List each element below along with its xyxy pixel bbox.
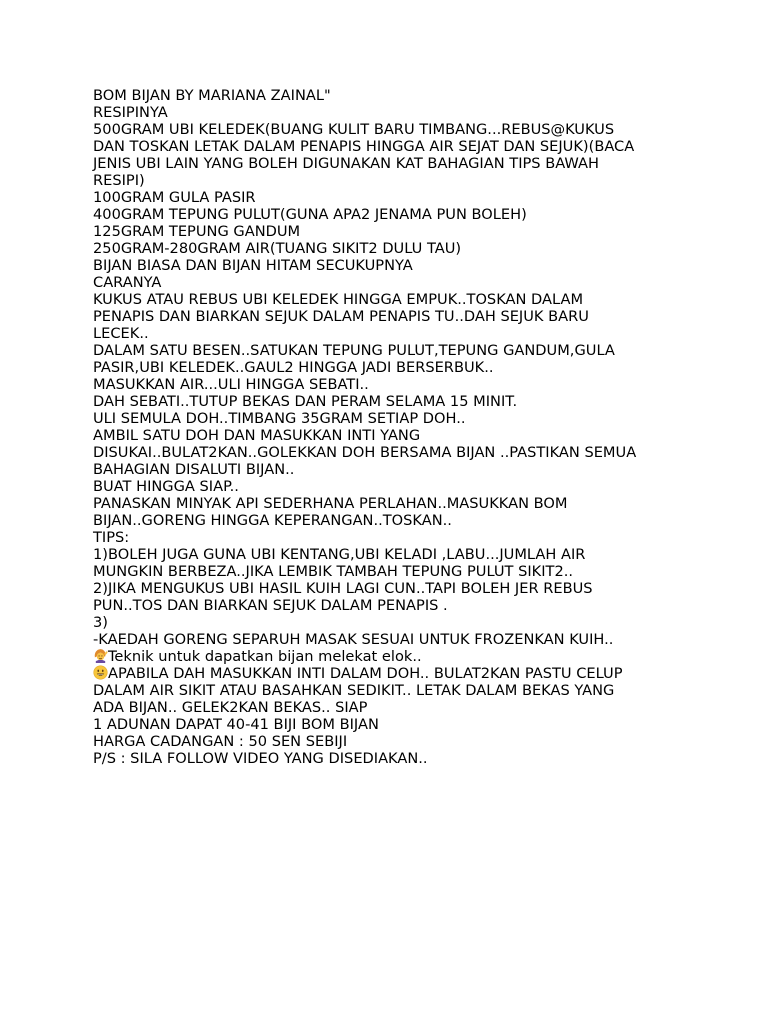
text-line: 1)BOLEH JUGA GUNA UBI KENTANG,UBI KELADI ,LABU...JUMLAH AIR xyxy=(93,546,586,563)
text-line: BOM BIJAN BY MARIANA ZAINAL" xyxy=(93,87,331,104)
text-line: 400GRAM TEPUNG PULUT(GUNA APA2 JENAMA PUN BOLEH) xyxy=(93,206,527,223)
text-line: KUKUS ATAU REBUS UBI KELEDEK HINGGA EMPUK..TOSKAN DALAM xyxy=(93,291,584,308)
text-line: 2)JIKA MENGUKUS UBI HASIL KUIH LAGI CUN..TAPI BOLEH JER REBUS xyxy=(93,580,593,597)
text-line: JENIS UBI LAIN YANG BOLEH DIGUNAKAN KAT BAHAGIAN TIPS BAWAH xyxy=(93,155,599,172)
text-line: MASUKKAN AIR...ULI HINGGA SEBATI.. xyxy=(93,376,369,393)
text-line: MUNGKIN BERBEZA..JIKA LEMBIK TAMBAH TEPUNG PULUT SIKIT2.. xyxy=(93,563,574,580)
text-line: 500GRAM UBI KELEDEK(BUANG KULIT BARU TIMBANG...REBUS@KUKUS xyxy=(93,121,615,138)
text-line: BIJAN BIASA DAN BIJAN HITAM SECUKUPNYA xyxy=(93,257,413,274)
smile-line-text: APABILA DAH MASUKKAN INTI DALAM DOH.. BULAT2KAN PASTU CELUP xyxy=(108,665,623,682)
text-line: RESIPINYA xyxy=(93,104,168,121)
text-line: 1 ADUNAN DAPAT 40-41 BIJI BOM BIJAN xyxy=(93,716,379,733)
recipe-document xyxy=(93,87,693,767)
text-line: LECEK.. xyxy=(93,325,149,342)
text-line: PENAPIS DAN BIARKAN SEJUK DALAM PENAPIS TU..DAH SEJUK BARU xyxy=(93,308,589,325)
text-line: CARANYA xyxy=(93,274,162,291)
text-line: BIJAN..GORENG HINGGA KEPERANGAN..TOSKAN.. xyxy=(93,512,452,529)
text-line: HARGA CADANGAN : 50 SEN SEBIJI xyxy=(93,733,348,750)
text-line: BAHAGIAN DISALUTI BIJAN.. xyxy=(93,461,295,478)
text-line: -KAEDAH GORENG SEPARUH MASAK SESUAI UNTUK FROZENKAN KUIH.. xyxy=(93,631,614,648)
text-line: 125GRAM TEPUNG GANDUM xyxy=(93,223,301,240)
text-line: DISUKAI..BULAT2KAN..GOLEKKAN DOH BERSAMA BIJAN ..PASTIKAN SEMUA xyxy=(93,444,637,461)
text-line: PASIR,UBI KELEDEK..GAUL2 HINGGA JADI BERSERBUK.. xyxy=(93,359,494,376)
text-line: BUAT HINGGA SIAP.. xyxy=(93,478,239,495)
text-line: AMBIL SATU DOH DAN MASUKKAN INTI YANG xyxy=(93,427,421,444)
smile-line xyxy=(93,665,693,682)
smiling-face-icon xyxy=(93,665,108,680)
text-line: DAH SEBATI..TUTUP BEKAS DAN PERAM SELAMA 15 MINIT. xyxy=(93,393,518,410)
text-line: PUN..TOS DAN BIARKAN SEJUK DALAM PENAPIS . xyxy=(93,597,448,614)
text-line: P/S : SILA FOLLOW VIDEO YANG DISEDIAKAN.. xyxy=(93,750,428,767)
recipe-text-block-end xyxy=(93,682,693,767)
text-line: DALAM SATU BESEN..SATUKAN TEPUNG PULUT,TEPUNG GANDUM,GULA xyxy=(93,342,615,359)
person-tipping-hand-icon xyxy=(93,648,108,663)
tip-line xyxy=(93,648,693,665)
text-line: DALAM AIR SIKIT ATAU BASAHKAN SEDIKIT.. LETAK DALAM BEKAS YANG xyxy=(93,682,615,699)
tip-line-text: Teknik untuk dapatkan bijan melekat elok.. xyxy=(108,648,422,665)
text-line: ADA BIJAN.. GELEK2KAN BEKAS.. SIAP xyxy=(93,699,368,716)
text-line: TIPS: xyxy=(93,529,130,546)
text-line: RESIPI) xyxy=(93,172,145,189)
text-line: 250GRAM-280GRAM AIR(TUANG SIKIT2 DULU TAU) xyxy=(93,240,462,257)
text-line: PANASKAN MINYAK API SEDERHANA PERLAHAN..MASUKKAN BOM xyxy=(93,495,568,512)
text-line: DAN TOSKAN LETAK DALAM PENAPIS HINGGA AIR SEJAT DAN SEJUK)(BACA xyxy=(93,138,635,155)
text-line: 100GRAM GULA PASIR xyxy=(93,189,256,206)
recipe-text-block xyxy=(93,87,693,648)
text-line: ULI SEMULA DOH..TIMBANG 35GRAM SETIAP DOH.. xyxy=(93,410,466,427)
text-line: 3) xyxy=(93,614,108,631)
